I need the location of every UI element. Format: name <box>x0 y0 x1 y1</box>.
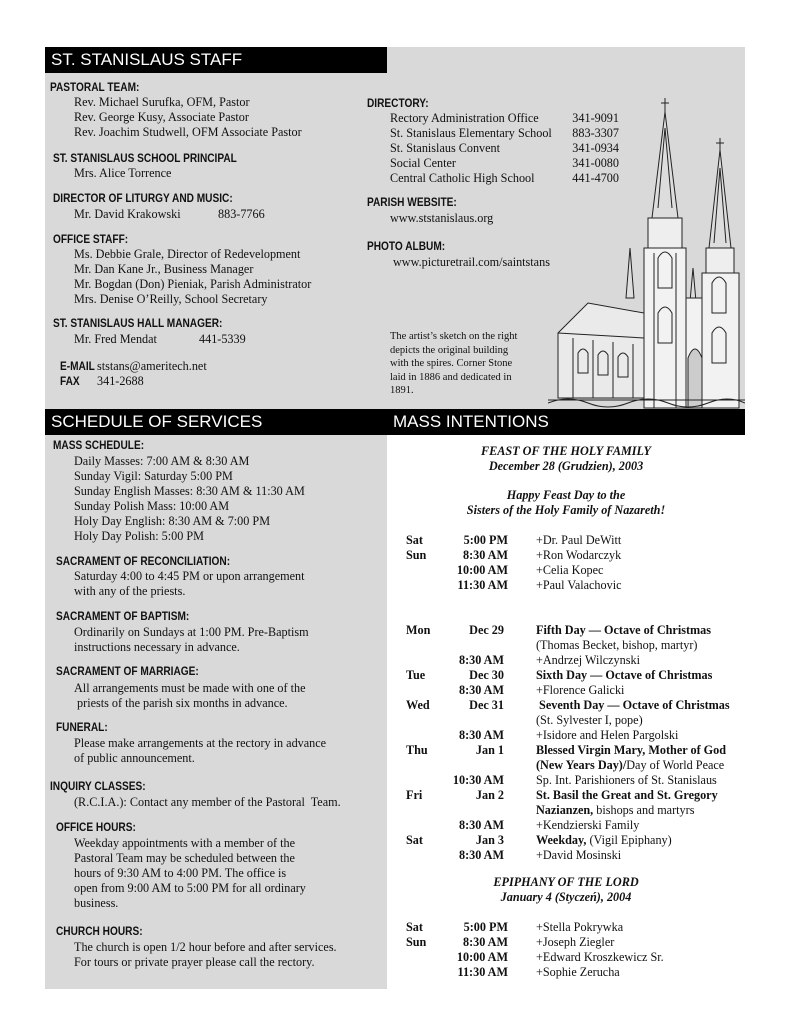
intention-text: +Celia Kopec <box>536 563 604 577</box>
intention-text: +Sophie Zerucha <box>536 965 620 979</box>
directory-name: Central Catholic High School <box>390 171 535 185</box>
intention-text: Seventh Day — Octave of Christmas <box>536 698 730 712</box>
caption-line: The artist’s sketch on the right <box>390 331 518 342</box>
caption-line: 1891. <box>390 385 414 396</box>
intention-day: Sat <box>406 833 423 847</box>
intention-row <box>0 713 791 728</box>
email-label: E-MAIL <box>60 361 95 373</box>
intention-text-rest: bishops and martyrs <box>593 803 695 817</box>
intention-text-rest: Day of World Peace <box>626 758 725 772</box>
intention-text: +Kendzierski Family <box>536 818 640 832</box>
intention-day: Sun <box>406 935 427 949</box>
intention-text: +David Mosinski <box>536 848 622 862</box>
intention-row <box>0 563 791 578</box>
website-heading: PARISH WEBSITE: <box>367 197 457 209</box>
intention-time: Dec 29 <box>469 623 504 637</box>
intention-text: +Paul Valachovic <box>536 578 622 592</box>
intention-row <box>0 758 791 773</box>
directory-phone: 441-4700 <box>572 171 619 185</box>
intention-day: Sun <box>406 548 427 562</box>
hall-manager-name: Mr. Fred Mendat <box>74 332 157 346</box>
intention-text: Sp. Int. Parishioners of St. Stanislaus <box>536 773 717 787</box>
mass-schedule-heading: MASS SCHEDULE: <box>53 440 145 452</box>
intention-time: 11:30 AM <box>457 578 508 592</box>
intention-text: +Dr. Paul DeWitt <box>536 533 622 547</box>
principal-heading: ST. STANISLAUS SCHOOL PRINCIPAL <box>53 153 237 165</box>
intention-text: +Stella Pokrywka <box>536 920 624 934</box>
liturgy-phone: 883-7766 <box>218 207 265 221</box>
intention-day: Sat <box>406 533 423 547</box>
directory-phone: 883-3307 <box>572 126 619 140</box>
feast2-name: EPIPHANY OF THE LORD <box>493 875 639 889</box>
hall-manager-phone: 441-5339 <box>199 332 246 346</box>
intention-row <box>0 950 791 965</box>
pastoral-team-heading: PASTORAL TEAM: <box>50 82 140 94</box>
intention-day: Fri <box>406 788 423 802</box>
intention-text-bold: Weekday, <box>536 833 587 847</box>
caption-line: laid in 1886 and dedicated in <box>390 371 512 383</box>
office-staff-heading: OFFICE STAFF: <box>53 234 129 246</box>
pastoral-team-list <box>74 95 302 140</box>
reconciliation-heading: SACRAMENT OF RECONCILIATION: <box>56 556 231 568</box>
intention-time: 8:30 AM <box>458 818 504 832</box>
intention-row <box>0 728 791 743</box>
intention-row <box>0 773 791 788</box>
intention-row <box>0 848 791 863</box>
intention-text: (Thomas Becket, bishop, martyr) <box>536 638 698 652</box>
intention-time: 11:30 AM <box>457 965 508 979</box>
text-line: with any of the priests. <box>74 584 186 598</box>
intention-text: Blessed Virgin Mary, Mother of God <box>536 743 727 757</box>
staff-title: ST. STANISLAUS STAFF <box>45 47 387 73</box>
greeting-line: Sisters of the Holy Family of Nazareth! <box>466 503 666 517</box>
text-line: All arrangements must be made with one of the <box>74 681 306 695</box>
list-item: Mr. Bogdan (Don) Pieniak, Parish Administrator <box>74 277 312 291</box>
photo-album-link[interactable]: www.picturetrail.com/saintstans <box>393 255 550 269</box>
intention-row <box>0 920 791 935</box>
text-line: instructions necessary in advance. <box>74 640 240 654</box>
intention-day: Sat <box>406 920 423 934</box>
intention-row <box>0 638 791 653</box>
intention-row <box>0 533 791 548</box>
intention-row <box>0 683 791 698</box>
intention-row <box>0 818 791 833</box>
intention-row <box>0 698 791 713</box>
list-item: Rev. Joachim Studwell, OFM Associate Pastor <box>74 125 302 139</box>
funeral-heading: FUNERAL: <box>56 722 108 734</box>
intention-day: Thu <box>406 743 428 757</box>
list-item: Sunday English Masses: 8:30 AM & 11:30 AM <box>74 484 305 498</box>
fax-value: 341-2688 <box>97 374 144 388</box>
intention-row <box>0 833 791 848</box>
text-line: of public announcement. <box>74 751 195 765</box>
intention-row <box>0 653 791 668</box>
intention-text: +Isidore and Helen Pargolski <box>536 728 679 742</box>
intention-time: Jan 2 <box>475 788 504 802</box>
services-title: SCHEDULE OF SERVICES <box>45 409 387 435</box>
directory-name: St. Stanislaus Convent <box>390 141 501 155</box>
intention-text: +Joseph Ziegler <box>536 935 615 949</box>
intention-time: 10:30 AM <box>452 773 504 787</box>
intention-row <box>0 668 791 683</box>
intention-row <box>0 803 791 818</box>
directory-phone: 341-9091 <box>572 111 619 125</box>
list-item: Holy Day English: 8:30 AM & 7:00 PM <box>74 514 271 528</box>
intention-time: 10:00 AM <box>456 950 508 964</box>
intention-text: +Andrzej Wilczynski <box>536 653 640 667</box>
text-line: The church is open 1/2 hour before and after services. <box>74 940 337 954</box>
intention-day: Mon <box>406 623 431 637</box>
intention-text-bold: (New Years Day)/ <box>536 758 627 772</box>
intention-time: Jan 1 <box>475 743 504 757</box>
intention-time: 5:00 PM <box>463 920 508 934</box>
intention-text: St. Basil the Great and St. Gregory <box>536 788 718 802</box>
intention-row <box>0 548 791 563</box>
text-line: priests of the parish six months in advance. <box>74 696 288 710</box>
caption-line: with the spires. Corner Stone <box>390 358 513 369</box>
sketch-caption <box>390 330 517 398</box>
principal-name: Mrs. Alice Torrence <box>74 166 172 180</box>
photo-album-heading: PHOTO ALBUM: <box>367 241 446 253</box>
intention-row <box>0 623 791 638</box>
list-item: Rev. Michael Surufka, OFM, Pastor <box>74 95 250 109</box>
list-item: Daily Masses: 7:00 AM & 8:30 AM <box>74 454 250 468</box>
intention-row <box>0 935 791 950</box>
text-line: For tours or private prayer please call the rectory. <box>74 955 315 969</box>
text-line: hours of 9:30 AM to 4:00 PM. The office is <box>74 866 287 880</box>
intention-time: Dec 30 <box>469 668 504 682</box>
list-item: Sunday Vigil: Saturday 5:00 PM <box>74 469 233 483</box>
list-item: Mr. Dan Kane Jr., Business Manager <box>74 262 254 276</box>
intention-time: Dec 31 <box>469 698 504 712</box>
intention-row <box>0 743 791 758</box>
inquiry-heading: INQUIRY CLASSES: <box>50 781 146 793</box>
intention-time: 8:30 AM <box>458 728 504 742</box>
intention-time: 8:30 AM <box>458 848 504 862</box>
text-line: Saturday 4:00 to 4:45 PM or upon arrangement <box>74 569 305 583</box>
list-item: Ms. Debbie Grale, Director of Redevelopment <box>74 247 301 261</box>
list-item: Rev. George Kusy, Associate Pastor <box>74 110 249 124</box>
liturgy-heading: DIRECTOR OF LITURGY AND MUSIC: <box>53 193 233 205</box>
feast2-date: January 4 (Styczeń), 2004 <box>500 890 632 904</box>
intention-row <box>0 965 791 980</box>
intention-text <box>536 803 694 818</box>
intention-time: 8:30 AM <box>462 935 508 949</box>
intention-text <box>536 758 724 773</box>
intention-text: +Florence Galicki <box>536 683 625 697</box>
church-hours-heading: CHURCH HOURS: <box>56 926 143 938</box>
intention-row <box>0 578 791 593</box>
mass-schedule-list <box>74 454 305 544</box>
intentions-title: MASS INTENTIONS <box>387 409 745 435</box>
intention-row <box>0 788 791 803</box>
directory-phone: 341-0080 <box>572 156 619 170</box>
directory-name: Social Center <box>390 156 456 170</box>
caption-line: depicts the original building <box>390 344 509 356</box>
intention-text <box>536 833 672 848</box>
intention-text: Fifth Day — Octave of Christmas <box>536 623 711 637</box>
church-sketch <box>548 98 745 409</box>
intention-time: 5:00 PM <box>463 533 508 547</box>
intention-text: +Edward Kroszkewicz Sr. <box>536 950 664 964</box>
directory-name: Rectory Administration Office <box>390 111 539 125</box>
list-item: Sunday Polish Mass: 10:00 AM <box>74 499 230 513</box>
intention-text-bold: Nazianzen, <box>536 803 594 817</box>
baptism-heading: SACRAMENT OF BAPTISM: <box>56 611 190 623</box>
intention-day: Tue <box>406 668 426 682</box>
intention-time: 10:00 AM <box>456 563 508 577</box>
fax-label: FAX <box>60 376 80 388</box>
office-staff-list <box>74 247 311 307</box>
directory-heading: DIRECTORY: <box>367 98 429 110</box>
text-line: business. <box>74 896 119 910</box>
inquiry-text: (R.C.I.A.): Contact any member of the Pastoral Team. <box>74 795 341 809</box>
text-line: open from 9:00 AM to 5:00 PM for all ordinary <box>74 881 306 895</box>
intention-text-rest: (Vigil Epiphany) <box>586 833 672 847</box>
intention-text: +Ron Wodarczyk <box>536 548 622 562</box>
text-line: Weekday appointments with a member of the <box>74 836 296 850</box>
liturgy-name: Mr. David Krakowski <box>74 207 181 221</box>
list-item: Holy Day Polish: 5:00 PM <box>74 529 205 543</box>
feast1-date: December 28 (Grudzien), 2003 <box>488 459 644 473</box>
directory-name: St. Stanislaus Elementary School <box>390 126 552 140</box>
email-value: ststans@ameritech.net <box>97 359 207 373</box>
website-link[interactable]: www.ststanislaus.org <box>390 211 494 225</box>
greeting-line: Happy Feast Day to the <box>506 488 626 502</box>
intention-text: Sixth Day — Octave of Christmas <box>536 668 713 682</box>
intention-day: Wed <box>406 698 430 712</box>
intention-time: 8:30 AM <box>462 548 508 562</box>
directory-phone: 341-0934 <box>572 141 619 155</box>
text-line: Ordinarily on Sundays at 1:00 PM. Pre-Baptism <box>74 625 309 639</box>
intention-text: (St. Sylvester I, pope) <box>536 713 643 727</box>
intention-time: 8:30 AM <box>458 653 504 667</box>
text-line: Please make arrangements at the rectory in advance <box>74 736 327 750</box>
intention-time: Jan 3 <box>475 833 504 847</box>
feast1-name: FEAST OF THE HOLY FAMILY <box>481 444 651 458</box>
marriage-heading: SACRAMENT OF MARRIAGE: <box>56 666 199 678</box>
list-item: Mrs. Denise O’Reilly, School Secretary <box>74 292 268 306</box>
intention-time: 8:30 AM <box>458 683 504 697</box>
text-line: Pastoral Team may be scheduled between the <box>74 851 295 865</box>
office-hours-heading: OFFICE HOURS: <box>56 822 136 834</box>
hall-manager-heading: ST. STANISLAUS HALL MANAGER: <box>53 318 223 330</box>
